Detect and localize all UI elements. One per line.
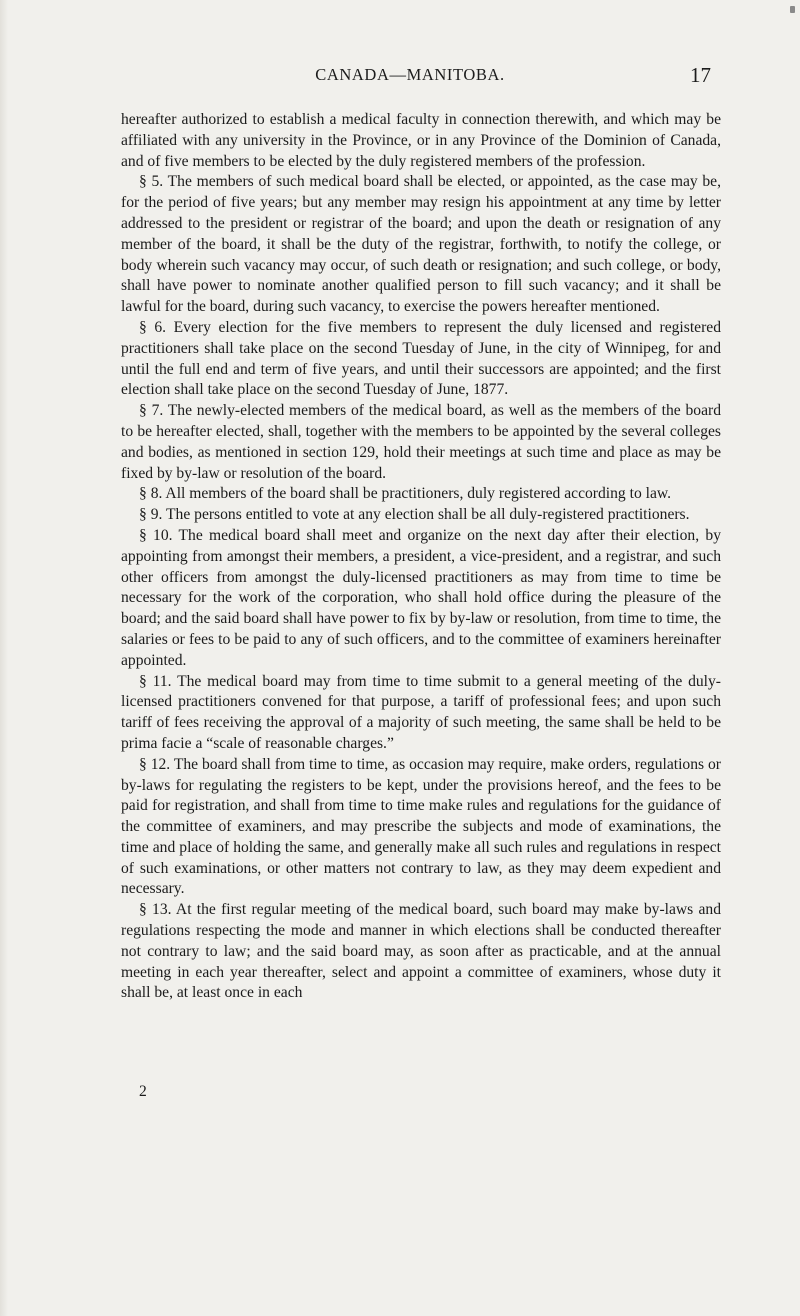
page-edge-mark — [790, 6, 795, 13]
running-head — [109, 65, 711, 91]
section-9-paragraph: § 9. The persons entitled to vote at any election shall be all duly-registered practitioners. — [139, 506, 690, 524]
section-10-paragraph: § 10. The medical board shall meet and organize on the next day after their election, by appointing from amongst their members, a president, a vice-president, and a registrar, and such other officers from amongst the duly-licensed practitioners as may from time to time be necessary for the work of the corporation, who shall hold office during the pleasure of the board; and the said board shall have power to fix by by-law or resolution, from time to time, the salaries or fees to be paid to any of such officers, and to the committee of examiners hereinafter appointed. — [121, 526, 721, 669]
section-13-paragraph: § 13. At the first regular meeting of the medical board, such board may make by-laws and regulations respecting the mode and manner in which elections shall be conducted thereafter not contrary to law; and the said board may, as soon after as practicable, and at the annual meeting in each year thereafter, select and appoint a committee of examiners, whose duty it shall be, at least once in each — [121, 901, 721, 1002]
section-7-paragraph: § 7. The newly-elected members of the medical board, as well as the members of the board to be hereafter elected, shall, together with the members to be appointed by the several colleges and bodies, as mentioned in section 129, hold their meetings at such time and place as may be fixed by by-law or resolution of the board. — [121, 402, 721, 482]
section-8-paragraph: § 8. All members of the board shall be practitioners, duly registered according to law. — [139, 485, 672, 503]
section-5-paragraph: § 5. The members of such medical board shall be elected, or appointed, as the case may be, for the period of five years; but any member may resign his appointment at any time by letter addressed to the president or registrar of the board; and upon the death or resignation of any member of the board, it shall be the duty of the registrar, forthwith, to notify the college, or body wherein such vacancy may occur, of such death or resignation; and such college, or body, shall have power to nominate another qualified person to fill such vacancy; and it shall be lawful for the board, during such vacancy, to exercise the powers hereafter mentioned. — [121, 173, 721, 316]
signature-mark: 2 — [139, 1083, 147, 1100]
running-title: CANADA—MANITOBA. — [315, 65, 505, 84]
section-12-paragraph: § 12. The board shall from time to time, as occasion may require, make orders, regulations or by-laws for regulating the registers to be kept, under the provisions hereof, and the fees to be paid for registration, and shall from time to time make rules and regulations for the guidance of the committee of examiners, and may prescribe the subjects and mode of examinations, the time and place of holding the same, and generally make all such rules and regulations in respect of such examinations, or other matters not contrary to law, as they may deem expedient and necessary. — [121, 755, 721, 898]
body-text — [121, 110, 721, 1004]
page-gutter-shadow — [0, 0, 8, 1316]
page-number: 17 — [690, 63, 711, 87]
section-6-paragraph: § 6. Every election for the five members to represent the duly licensed and registered practitioners shall take place on the second Tuesday of June, in the city of Winnipeg, for and until the full end and term of five years, and until their successors are appointed; and the first election shall take place on the second Tuesday of June, 1877. — [121, 318, 721, 399]
paragraph-continuation: hereafter authorized to establish a medical faculty in connection therewith, and which may be affiliated with any university in the Province, or in any Province of the Dominion of Canada, and of five members to be elected by the duly registered members of the profession. — [121, 111, 721, 170]
section-11-paragraph: § 11. The medical board may from time to time submit to a general meeting of the duly-licensed practitioners convened for that purpose, a tariff of professional fees; and upon such tariff of fees receiving the approval of a majority of such meeting, the same shall be held to be prima facie a “scale of reasonable charges.” — [121, 672, 721, 752]
